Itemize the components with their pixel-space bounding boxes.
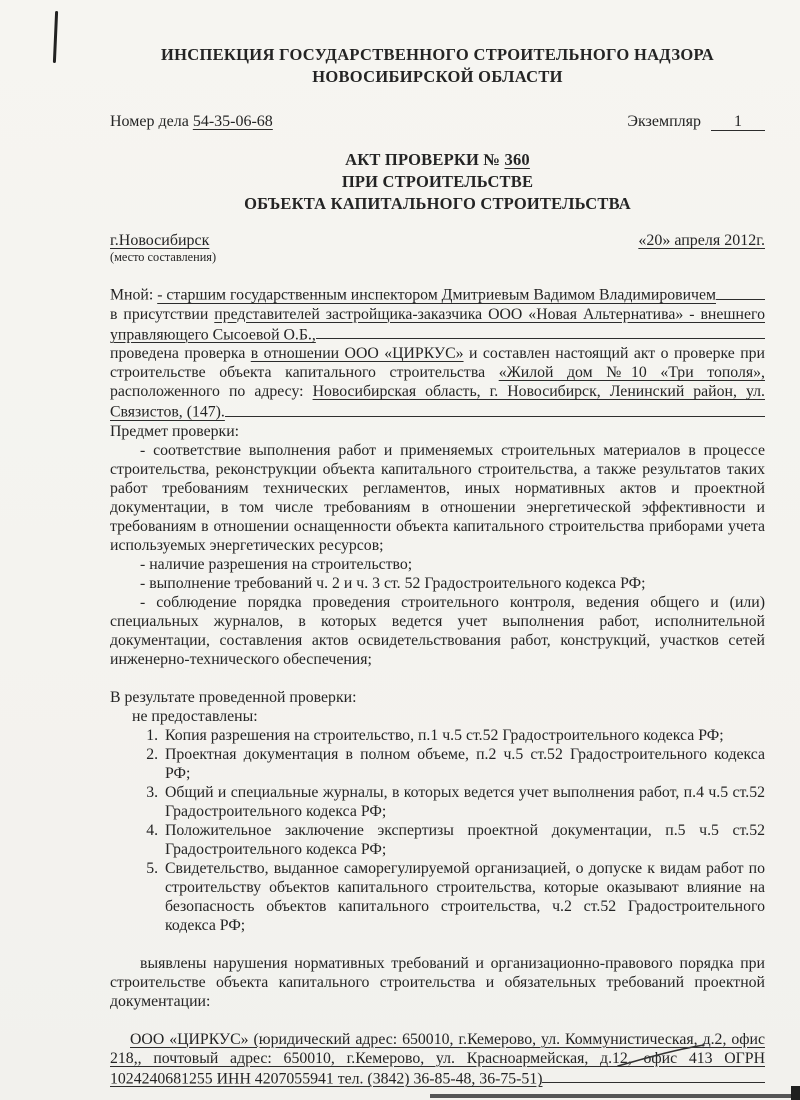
list-item: 3. Общий и специальные журналы, в которых ведется учет выполнения работ, п.4 ч.5 ст.52 Градостроительного кодекса РФ; — [162, 783, 765, 821]
date-field — [638, 231, 765, 250]
text-segment: в отношении ООО «ЦИРКУС» — [250, 345, 464, 363]
company-details: ООО «ЦИРКУС» (юридический адрес: 650010, г.Кемерово, ул. Коммунистическая, д.2, офис 218,, почтовый адрес: 650010, г.Кемерово, ул. Красноармейская, д.12, офис 413 ОГРН 1024240681255 ИНН 4207055941 тел. (3842) 36-85-48, 36-75-51) — [110, 1030, 765, 1088]
text-segment: Мной: — [110, 286, 158, 304]
act-title-prefix: АКТ ПРОВЕРКИ № — [345, 150, 505, 169]
underline-filler — [716, 284, 765, 300]
pen-mark-vertical — [53, 11, 58, 63]
org-header-line2: НОВОСИБИРСКОЙ ОБЛАСТИ — [312, 67, 563, 86]
text-segment: в присутствии — [110, 305, 215, 323]
text-segment: расположенного по адресу: — [110, 383, 313, 401]
text-segment: Новосибирская область, г. Новосибирск, Ленинский район, ул. Связистов, (147). — [110, 383, 765, 421]
act-title — [110, 149, 765, 215]
place-value: г.Новосибирск — [110, 232, 210, 249]
place-date-row — [110, 231, 765, 265]
copy-label: Экземпляр — [627, 113, 701, 130]
list-item: - соблюдение порядка проведения строительного контроля, ведения общего и (или) специальных журналов, в которых ведется учет выполнения работ, исполнительной документации, составления актов освидетельствования работ, конструкций, участков сетей инженерно-технического обеспечения; — [110, 593, 765, 668]
document-body — [110, 284, 765, 1088]
case-number-field — [110, 112, 273, 131]
underline-filler — [225, 401, 765, 417]
subject-heading: Предмет проверки: — [110, 422, 240, 440]
copy-field — [627, 112, 765, 131]
text-segment: «Жилой дом №10 «Три тополя», — [498, 364, 765, 382]
document-page — [110, 44, 765, 1088]
text-segment: проведена проверка — [110, 345, 251, 363]
list-item: 2. Проектная документация в полном объеме, п.2 ч.5 ст.52 Градостроительного кодекса РФ; — [162, 745, 765, 783]
case-number-label: Номер дела — [110, 113, 193, 130]
date-value: «20» апреля 2012г. — [638, 232, 765, 249]
text-segment: - старшим государственным инспектором Дмитриевым Вадимом Владимировичем — [157, 286, 716, 304]
case-row — [110, 112, 765, 131]
underline-filler — [316, 324, 765, 340]
list-item: - наличие разрешения на строительство; — [140, 555, 413, 573]
copy-number-value: 1 — [711, 113, 765, 131]
list-item: - соответствие выполнения работ и применяемых строительных материалов в процессе строительства, реконструкции объекта капитального строительства, а также результатов таких работ требованиям технических регламентов, иных нормативных актов и проектной документации, в том числе требованиям в отношении энергетической эффективности и требованиям в отношении оснащенности объекта капитального строительства приборами учета используемых энергетических ресурсов; — [110, 441, 765, 554]
subject-list — [110, 441, 765, 669]
org-header-line1: ИНСПЕКЦИЯ ГОСУДАРСТВЕННОГО СТРОИТЕЛЬНОГО НАДЗОРА — [160, 45, 714, 64]
result-heading: В результате проведенной проверки: — [110, 688, 357, 706]
act-number: 360 — [504, 150, 530, 169]
violations-paragraph: выявлены нарушения нормативных требований и организационно-правового порядка при строительстве объекта капитального строительства и обязательных требований проектной документации: — [110, 954, 765, 1010]
act-title-line2: ПРИ СТРОИТЕЛЬСТВЕ — [341, 172, 534, 191]
list-item: 5. Свидетельство, выданное саморегулируемой организацией, о допуске к видам работ по строительству объектов капитального строительства, которые оказывают влияние на безопасность объектов капитального строительства, ч.2 ст.52 Градостроительного кодекса РФ; — [162, 859, 765, 935]
list-item: 1. Копия разрешения на строительство, п.1 ч.5 ст.52 Градостроительного кодекса РФ; — [162, 726, 765, 745]
place-note: (место составления) — [110, 250, 217, 264]
list-item: 4. Положительное заключение экспертизы проектной документации, п.5 ч.5 ст.52 Градостроительного кодекса РФ; — [162, 821, 765, 859]
not-provided-label: не предоставлены: — [132, 707, 258, 725]
org-header — [110, 44, 765, 88]
scanner-shadow-band — [430, 1094, 800, 1098]
case-number-value: 54-35-06-68 — [192, 113, 273, 130]
not-provided-list — [110, 726, 765, 935]
handwritten-tick-mark — [615, 1042, 707, 1070]
object-paragraph — [110, 344, 765, 422]
text-segment: представителей застройщика-заказчика ООО «Новая Альтернатива» - внешнего управляющего Сысоевой О.Б., — [110, 305, 765, 344]
act-title-line3: ОБЪЕКТА КАПИТАЛЬНОГО СТРОИТЕЛЬСТВА — [244, 194, 631, 213]
place-field — [110, 231, 216, 265]
inspector-paragraph — [110, 284, 765, 305]
presence-paragraph — [110, 305, 765, 345]
scanner-shadow-corner — [791, 1086, 800, 1100]
list-item: - выполнение требований ч. 2 и ч. 3 ст. 52 Градостроительного кодекса РФ; — [140, 574, 646, 592]
act-title-line1 — [110, 149, 765, 171]
text-segment: и составлен настоящий акт о проверке при строительстве объекта капитального строительства — [110, 345, 765, 382]
